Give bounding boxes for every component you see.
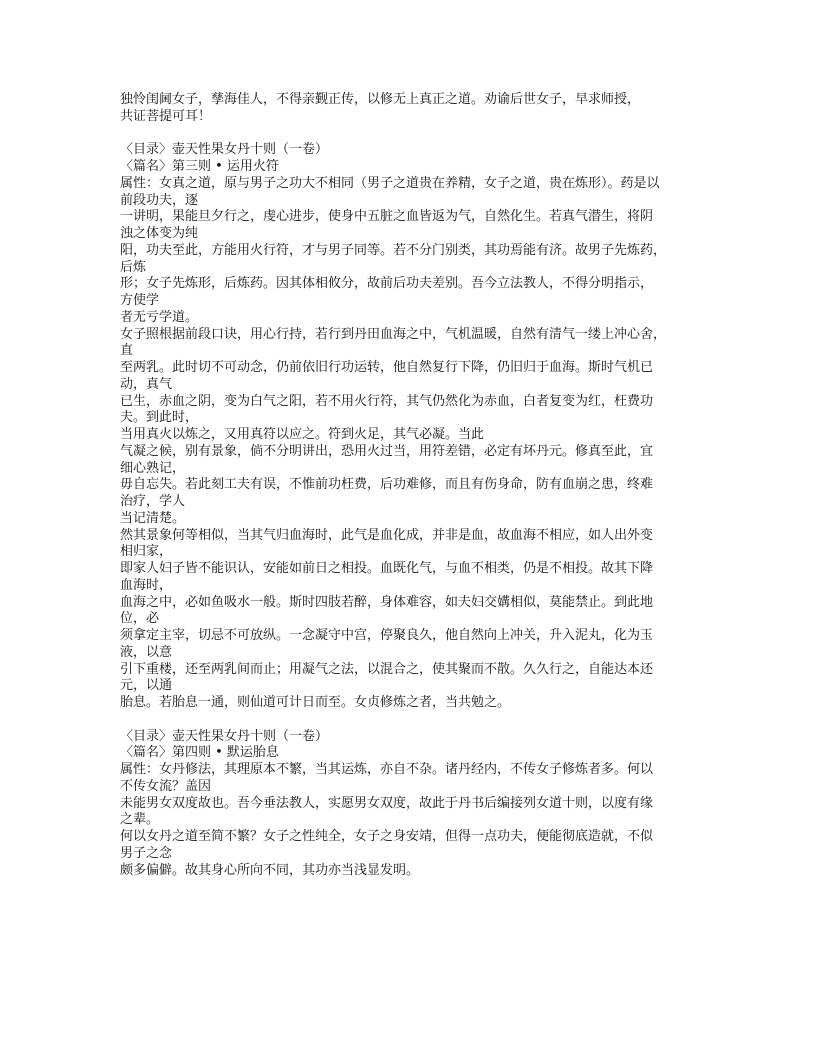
catalog-heading: 〈目录〉壶天性果女丹十则（一卷） [120, 728, 329, 744]
text-line: 阳，功夫至此，方能用火行符，才与男子同等。若不分门别类，其功焉能有济。故男子先炼药， [120, 242, 667, 258]
text-line: 浊之体变为纯 [120, 226, 199, 241]
text-line: 引下重楼，还至两乳间而止；用凝气之法，以混合之，使其聚而不散。久久行之，自能达本还 [120, 661, 654, 677]
text-line: 胎息。若胎息一通，则仙道可计日而至。女贞修炼之者，当共勉之。 [120, 695, 511, 710]
document-section [120, 142, 720, 712]
text-line: 即家人妇子皆不能识认，安能如前日之相投。血既化气，与血不相类，仍是不相投。故其下降 [120, 561, 654, 576]
text-line: 当记清楚。 [120, 510, 186, 526]
chapter-title: 〈篇名〉第三则 • 运用火符 [120, 159, 279, 174]
document-section [120, 729, 720, 880]
text-line: 细心熟记， [120, 460, 186, 476]
paragraph-spacer [120, 126, 720, 143]
text-line: 属性：女丹修法，其理原本不繁，当其运炼，亦自不杂。诸丹经内，不传女子修炼者多。何以 [120, 762, 654, 777]
text-line: 夫。到此时， [120, 410, 199, 426]
text-line: 然其景象何等相似，当其气归血海时，此气是血化成，并非是血，故血海不相应，如人出外变 [120, 527, 654, 543]
text-line: 女子照根据前段口诀，用心行持，若行到丹田血海之中，气机温暖，自然有清气一缕上冲心舍， [120, 326, 667, 342]
text-line: 独怜闺阃女子，孳海佳人，不得亲觐正传，以修无上真正之道。劝谕后世女子，早求师授， [120, 92, 641, 107]
text-line: 直 [120, 343, 134, 359]
chapter-title: 〈篇名〉第四则 • 默运胎息 [120, 745, 279, 761]
text-line: 血海之中，必如鱼吸水一般。斯时四肢若醉，身体难容，如夫妇交媾相似，莫能禁止。到此地 [120, 594, 654, 610]
text-line: 一讲明，果能旦夕行之，虔心进步，使身中五脏之血皆返为气，自然化生。若真气潜生，将阴 [120, 209, 654, 225]
text-line: 气凝之候，别有景象，倘不分明讲出，恐用火过当，用符差错，必定有坏丹元。修真至此，宜 [120, 443, 654, 459]
text-line: 至两乳。此时切不可动念，仍前依旧行功运转，他自然复行下降，仍旧归于血海。斯时气机已 [120, 360, 654, 375]
text-line: 位，必 [120, 611, 160, 627]
text-line: 当用真火以炼之，又用真符以应之。符到火足，其气必凝。当此 [120, 427, 485, 442]
text-line: 毋自忘失。若此刻工夫有误，不惟前功枉费，后功难修，而且有伤身命，防有血崩之患，终难 [120, 477, 654, 493]
text-line: 属性：女真之道，原与男子之功大不相同（男子之道贵在养精，女子之道，贵在炼形）。药是以 [120, 175, 660, 191]
text-line: 已生，赤血之阴，变为白气之阳，若不用火行符，其气仍然化为赤血，白者复变为红，枉费功 [120, 393, 654, 409]
document-body [120, 92, 720, 879]
text-line: 何以女丹之道至简不繁？女子之性纯全，女子之身安靖，但得一点功夫，便能彻底造就，不似 [120, 829, 654, 844]
text-line: 形；女子先炼形，后炼药。因其体相攸分，故前后功夫差别。吾今立法教人，不得分明指示， [120, 276, 654, 292]
text-line: 不传女流？盖因 [120, 778, 212, 794]
text-line: 未能男女双度故也。吾今垂法教人，实愿男女双度，故此于丹书后编接列女道十则，以度有缘 [120, 795, 654, 811]
text-line: 方使学 [120, 293, 160, 308]
text-line: 前段功夫，逐 [120, 192, 199, 208]
paragraph-spacer [120, 712, 720, 729]
text-line: 颇多偏僻。故其身心所向不同，其功亦当浅显发明。 [120, 862, 420, 878]
text-line: 液，以意 [120, 644, 173, 660]
text-line: 须拿定主宰，切忌不可放纵。一念凝守中宫，停聚良久，他自然向上冲关，升入泥丸，化为玉 [120, 628, 654, 643]
text-line: 元，以通 [120, 678, 173, 694]
text-line: 后炼 [120, 259, 147, 275]
text-line: 相归家， [120, 544, 173, 560]
text-line: 者无亏学道。 [120, 309, 199, 325]
text-line: 男子之念 [120, 845, 173, 861]
document-section [120, 92, 720, 126]
text-line: 治疗，学人 [120, 494, 186, 509]
text-line: 动，真气 [120, 376, 173, 392]
catalog-heading: 〈目录〉壶天性果女丹十则（一卷） [120, 142, 329, 158]
text-line: 血海时， [120, 577, 173, 593]
text-line: 共证菩提可耳！ [120, 108, 212, 124]
text-line: 之辈。 [120, 812, 160, 828]
